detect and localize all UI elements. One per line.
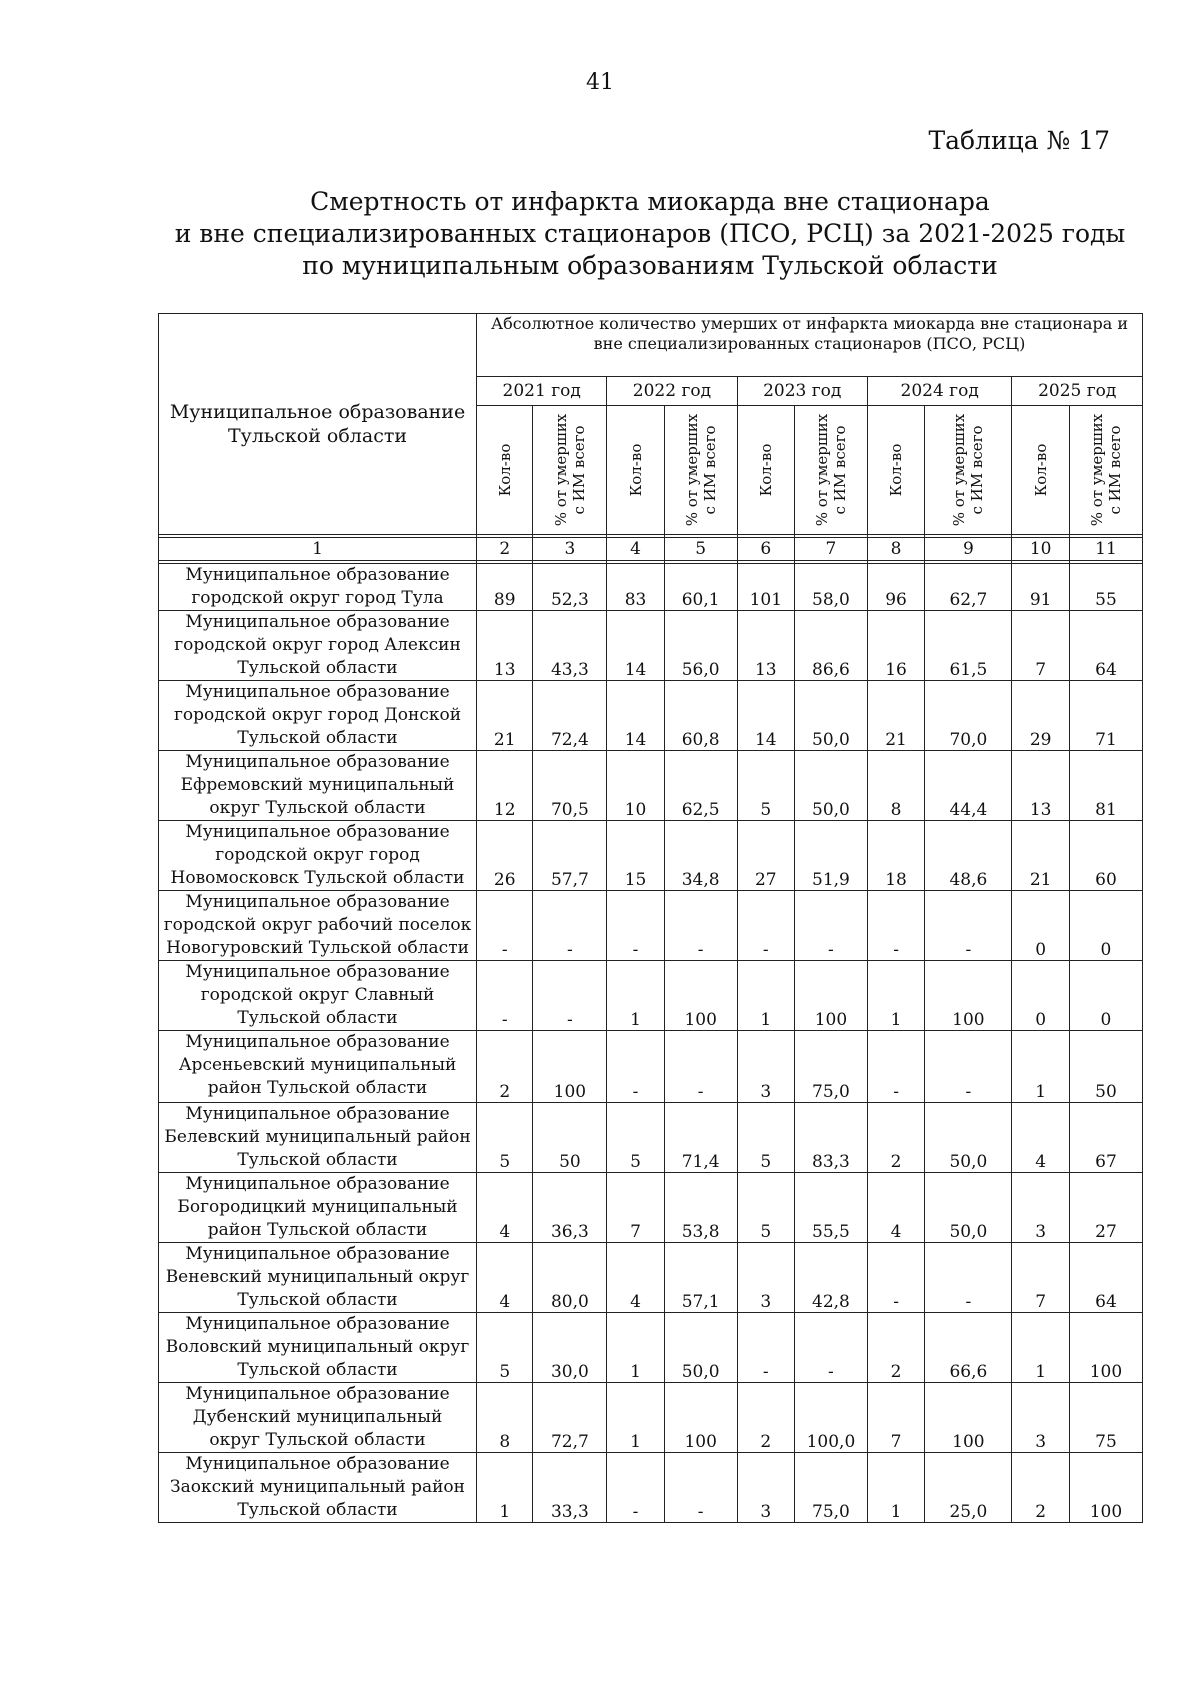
percent-cell: 75,0	[795, 1031, 868, 1103]
count-cell: 3	[737, 1453, 794, 1523]
percent-subheader-line: % от умерших	[682, 413, 701, 527]
percent-cell: 61,5	[925, 611, 1012, 681]
count-cell: 2	[867, 1313, 924, 1383]
percent-subheader-line: с ИМ всего	[830, 425, 849, 515]
municipality-name	[159, 961, 477, 1031]
column-number: 1	[159, 538, 477, 561]
table-row	[159, 564, 1143, 611]
percent-cell: 70,0	[925, 681, 1012, 751]
column-number: 4	[607, 538, 664, 561]
percent-cell: 72,4	[533, 681, 607, 751]
count-cell: 15	[607, 821, 664, 891]
percent-cell: -	[533, 961, 607, 1031]
table-row	[159, 1243, 1143, 1313]
municipality-header: Муниципальное образование Тульской области	[159, 314, 477, 535]
percent-cell: 43,3	[533, 611, 607, 681]
percent-cell: 58,0	[795, 564, 868, 611]
municipality-name-line: округ Тульской области	[209, 798, 426, 818]
table-row	[159, 611, 1143, 681]
municipality-name	[159, 1103, 477, 1173]
count-cell: 13	[1012, 751, 1069, 821]
percent-cell: 56,0	[664, 611, 737, 681]
column-number: 6	[737, 538, 794, 561]
count-cell: 4	[477, 1173, 533, 1243]
count-cell: 5	[737, 1103, 794, 1173]
count-cell: -	[867, 1031, 924, 1103]
column-number: 11	[1069, 538, 1142, 561]
municipality-name-line: Тульской области	[237, 1150, 398, 1170]
count-cell: 96	[867, 564, 924, 611]
count-subheader	[477, 406, 533, 535]
percent-cell: -	[533, 891, 607, 961]
count-cell: 1	[607, 1313, 664, 1383]
municipality-name	[159, 1453, 477, 1523]
count-cell: 2	[477, 1031, 533, 1103]
percent-cell: 36,3	[533, 1173, 607, 1243]
count-subheader	[607, 406, 664, 535]
count-cell: 26	[477, 821, 533, 891]
percent-cell: 50	[1069, 1031, 1142, 1103]
municipality-name-line: Тульской области	[237, 658, 398, 678]
count-cell: 14	[607, 681, 664, 751]
count-cell: -	[737, 891, 794, 961]
count-cell: -	[607, 1031, 664, 1103]
table-row	[159, 751, 1143, 821]
percent-cell: 71	[1069, 681, 1142, 751]
municipality-name-line: Муниципальное образование	[185, 962, 450, 982]
year-header: 2022 год	[607, 377, 737, 406]
percent-cell: 44,4	[925, 751, 1012, 821]
percent-cell: 100	[1069, 1453, 1142, 1523]
count-cell: 14	[607, 611, 664, 681]
count-cell: 3	[1012, 1383, 1069, 1453]
percent-cell: 100	[1069, 1313, 1142, 1383]
count-cell: 8	[477, 1383, 533, 1453]
percent-subheader	[795, 406, 868, 535]
percent-cell: 33,3	[533, 1453, 607, 1523]
percent-cell: 100	[925, 1383, 1012, 1453]
percent-subheader-line: % от умерших	[551, 413, 570, 527]
percent-cell: 81	[1069, 751, 1142, 821]
percent-cell: 50,0	[925, 1103, 1012, 1173]
municipality-name	[159, 1243, 477, 1313]
table-row	[159, 1173, 1143, 1243]
table-row	[159, 1453, 1143, 1523]
count-cell: 1	[737, 961, 794, 1031]
count-cell: 27	[737, 821, 794, 891]
municipality-name-line: Муниципальное образование	[185, 1104, 450, 1124]
percent-subheader-line: % от умерших	[1087, 413, 1106, 527]
count-cell: 0	[1012, 891, 1069, 961]
table-row	[159, 961, 1143, 1031]
count-cell: 4	[1012, 1103, 1069, 1173]
column-number: 5	[664, 538, 737, 561]
count-cell: 1	[607, 961, 664, 1031]
count-cell: 101	[737, 564, 794, 611]
percent-subheader-label	[813, 414, 849, 527]
municipality-name-line: район Тульской области	[207, 1078, 428, 1098]
count-cell: 7	[607, 1173, 664, 1243]
absolute-count-header: Абсолютное количество умерших от инфаркта миокарда вне стационара и вне специализированных стационаров (ПСО, РСЦ)	[477, 314, 1143, 377]
percent-cell: 75,0	[795, 1453, 868, 1523]
table-row	[159, 1383, 1143, 1453]
percent-cell: -	[664, 1031, 737, 1103]
percent-cell: 34,8	[664, 821, 737, 891]
percent-cell: 60,1	[664, 564, 737, 611]
count-subheader	[1012, 406, 1069, 535]
municipality-name-line: Белевский муниципальный район	[164, 1127, 471, 1147]
percent-cell: 50,0	[925, 1173, 1012, 1243]
percent-subheader	[533, 406, 607, 535]
percent-subheader-line: с ИМ всего	[1105, 425, 1124, 515]
percent-cell: -	[925, 891, 1012, 961]
percent-subheader-label	[552, 414, 588, 527]
percent-cell: 42,8	[795, 1243, 868, 1313]
count-cell: 12	[477, 751, 533, 821]
percent-cell: 75	[1069, 1383, 1142, 1453]
count-cell: 7	[1012, 611, 1069, 681]
percent-cell: 48,6	[925, 821, 1012, 891]
municipality-name	[159, 751, 477, 821]
percent-cell: 50,0	[664, 1313, 737, 1383]
count-cell: -	[607, 1453, 664, 1523]
count-cell: 5	[477, 1103, 533, 1173]
table-row	[159, 681, 1143, 751]
count-cell: 1	[477, 1453, 533, 1523]
municipality-name	[159, 1313, 477, 1383]
percent-cell: 60	[1069, 821, 1142, 891]
percent-subheader-label	[683, 414, 719, 527]
municipality-name	[159, 681, 477, 751]
table-row	[159, 821, 1143, 891]
percent-subheader	[1069, 406, 1142, 535]
count-cell: 16	[867, 611, 924, 681]
count-cell: 21	[1012, 821, 1069, 891]
page-number: 41	[586, 70, 614, 95]
percent-cell: 83,3	[795, 1103, 868, 1173]
municipality-name-line: Новогуровский Тульской области	[166, 938, 469, 958]
municipality-name-line: Муниципальное образование	[185, 1032, 450, 1052]
count-cell: 1	[867, 961, 924, 1031]
municipality-name-line: Дубенский муниципальный	[192, 1407, 443, 1427]
title-line: Смертность от инфаркта миокарда вне стационара	[310, 187, 990, 216]
count-subheader-label: Кол-во	[756, 443, 775, 497]
count-cell: 7	[867, 1383, 924, 1453]
title-line: и вне специализированных стационаров (ПСО, РСЦ) за 2021-2025 годы	[174, 219, 1126, 248]
column-number: 8	[867, 538, 924, 561]
percent-cell: -	[925, 1031, 1012, 1103]
percent-subheader-label	[950, 414, 986, 527]
municipality-name-line: Муниципальное образование	[185, 752, 450, 772]
column-number: 3	[533, 538, 607, 561]
percent-cell: 64	[1069, 611, 1142, 681]
count-cell: 5	[737, 1173, 794, 1243]
percent-cell: 80,0	[533, 1243, 607, 1313]
count-cell: 13	[477, 611, 533, 681]
municipality-name-line: Муниципальное образование	[185, 1384, 450, 1404]
count-subheader-label: Кол-во	[495, 443, 514, 497]
municipality-name-line: городской округ город	[215, 845, 420, 865]
count-cell: 1	[1012, 1031, 1069, 1103]
percent-cell: 62,7	[925, 564, 1012, 611]
percent-cell: 100,0	[795, 1383, 868, 1453]
municipality-name-line: городской округ город Донской	[173, 705, 462, 725]
count-cell: 5	[607, 1103, 664, 1173]
municipality-name-line: Тульской области	[237, 1500, 398, 1520]
count-cell: -	[867, 891, 924, 961]
municipality-name-line: Муниципальное образование	[185, 565, 450, 585]
column-number: 7	[795, 538, 868, 561]
percent-cell: 100	[795, 961, 868, 1031]
count-cell: -	[477, 891, 533, 961]
percent-cell: 57,1	[664, 1243, 737, 1313]
count-cell: 14	[737, 681, 794, 751]
percent-cell: 0	[1069, 891, 1142, 961]
count-cell: 21	[477, 681, 533, 751]
count-cell: 2	[1012, 1453, 1069, 1523]
count-subheader	[737, 406, 794, 535]
count-cell: 10	[607, 751, 664, 821]
percent-cell: 100	[925, 961, 1012, 1031]
municipality-name-line: Тульской области	[237, 728, 398, 748]
percent-cell: 72,7	[533, 1383, 607, 1453]
percent-cell: 70,5	[533, 751, 607, 821]
municipality-name-line: район Тульской области	[207, 1220, 428, 1240]
mortality-table	[158, 313, 1143, 1523]
column-number: 10	[1012, 538, 1069, 561]
percent-cell: 50,0	[795, 681, 868, 751]
percent-cell: 52,3	[533, 564, 607, 611]
municipality-name-line: Муниципальное образование	[185, 612, 450, 632]
table-row	[159, 1031, 1143, 1103]
municipality-name	[159, 1383, 477, 1453]
municipality-name-line: Муниципальное образование	[185, 682, 450, 702]
percent-cell: -	[664, 1453, 737, 1523]
municipality-name-line: округ Тульской области	[209, 1430, 426, 1450]
count-cell: 1	[607, 1383, 664, 1453]
count-cell: 29	[1012, 681, 1069, 751]
count-cell: 4	[867, 1173, 924, 1243]
document-title	[0, 186, 1200, 282]
percent-cell: 71,4	[664, 1103, 737, 1173]
municipality-name-line: Арсеньевский муниципальный	[178, 1055, 457, 1075]
municipality-name-line: Веневский муниципальный округ	[165, 1267, 470, 1287]
count-cell: 18	[867, 821, 924, 891]
municipality-name-line: городской округ город Тула	[191, 588, 444, 608]
count-cell: 3	[737, 1031, 794, 1103]
percent-subheader-label	[1088, 414, 1124, 527]
count-cell: 2	[737, 1383, 794, 1453]
municipality-name-line: Тульской области	[237, 1290, 398, 1310]
percent-cell: 86,6	[795, 611, 868, 681]
municipality-name	[159, 821, 477, 891]
percent-cell: 100	[533, 1031, 607, 1103]
table-number: Таблица № 17	[928, 126, 1110, 155]
municipality-name	[159, 611, 477, 681]
municipality-name-line: Воловский муниципальный округ	[165, 1337, 470, 1357]
percent-cell: 57,7	[533, 821, 607, 891]
count-cell: 83	[607, 564, 664, 611]
percent-subheader	[664, 406, 737, 535]
count-cell: 5	[477, 1313, 533, 1383]
percent-subheader-line: с ИМ всего	[569, 425, 588, 515]
column-number-row	[159, 538, 1143, 561]
count-cell: -	[477, 961, 533, 1031]
municipality-name-line: городской округ Славный	[200, 985, 435, 1005]
count-cell: 1	[867, 1453, 924, 1523]
count-cell: 5	[737, 751, 794, 821]
municipality-name-line: городской округ рабочий поселок	[163, 915, 472, 935]
percent-cell: -	[925, 1243, 1012, 1313]
percent-subheader-line: % от умерших	[812, 413, 831, 527]
count-cell: 2	[867, 1103, 924, 1173]
percent-cell: 50	[533, 1103, 607, 1173]
percent-subheader-line: с ИМ всего	[700, 425, 719, 515]
municipality-name-line: Заокский муниципальный район	[170, 1477, 465, 1497]
column-number: 2	[477, 538, 533, 561]
table-row	[159, 1103, 1143, 1173]
percent-subheader-line: % от умерших	[950, 413, 969, 527]
count-cell: 0	[1012, 961, 1069, 1031]
percent-cell: 100	[664, 961, 737, 1031]
year-header: 2021 год	[477, 377, 607, 406]
municipality-name	[159, 1173, 477, 1243]
municipality-name-line: городской округ город Алексин	[174, 635, 461, 655]
percent-subheader	[925, 406, 1012, 535]
percent-cell: 55,5	[795, 1173, 868, 1243]
count-cell: 21	[867, 681, 924, 751]
count-subheader-label: Кол-во	[887, 443, 906, 497]
percent-cell: 51,9	[795, 821, 868, 891]
percent-cell: 100	[664, 1383, 737, 1453]
percent-cell: 67	[1069, 1103, 1142, 1173]
year-header: 2023 год	[737, 377, 867, 406]
municipality-name-line: Тульской области	[237, 1008, 398, 1028]
percent-cell: 60,8	[664, 681, 737, 751]
municipality-name	[159, 891, 477, 961]
count-subheader	[867, 406, 924, 535]
count-cell: -	[867, 1243, 924, 1313]
count-cell: 91	[1012, 564, 1069, 611]
percent-cell: 25,0	[925, 1453, 1012, 1523]
municipality-name-line: Муниципальное образование	[185, 1174, 450, 1194]
municipality-name-line: Муниципальное образование	[185, 1454, 450, 1474]
percent-cell: 50,0	[795, 751, 868, 821]
percent-cell: 53,8	[664, 1173, 737, 1243]
percent-cell: 27	[1069, 1173, 1142, 1243]
table-row	[159, 1313, 1143, 1383]
count-cell: -	[607, 891, 664, 961]
municipality-name	[159, 1031, 477, 1103]
count-cell: 4	[607, 1243, 664, 1313]
count-cell: 7	[1012, 1243, 1069, 1313]
percent-cell: 0	[1069, 961, 1142, 1031]
count-cell: 1	[1012, 1313, 1069, 1383]
municipality-name-line: Тульской области	[237, 1360, 398, 1380]
year-header: 2025 год	[1012, 377, 1143, 406]
year-header: 2024 год	[867, 377, 1012, 406]
count-cell: 3	[1012, 1173, 1069, 1243]
percent-cell: -	[664, 891, 737, 961]
column-number: 9	[925, 538, 1012, 561]
title-line: по муниципальным образованиям Тульской области	[302, 251, 998, 280]
percent-cell: 62,5	[664, 751, 737, 821]
count-cell: 89	[477, 564, 533, 611]
percent-cell: 30,0	[533, 1313, 607, 1383]
count-cell: 13	[737, 611, 794, 681]
count-cell: -	[737, 1313, 794, 1383]
percent-cell: -	[795, 1313, 868, 1383]
count-cell: 8	[867, 751, 924, 821]
count-subheader-label: Кол-во	[1031, 443, 1050, 497]
municipality-name-line: Ефремовский муниципальный	[180, 775, 455, 795]
municipality-name-line: Новомосковск Тульской области	[170, 868, 465, 888]
count-subheader-label: Кол-во	[626, 443, 645, 497]
municipality-name	[159, 564, 477, 611]
municipality-name-line: Богородицкий муниципальный	[177, 1197, 458, 1217]
percent-cell: -	[795, 891, 868, 961]
municipality-name-line: Муниципальное образование	[185, 892, 450, 912]
count-cell: 4	[477, 1243, 533, 1313]
municipality-name-line: Муниципальное образование	[185, 822, 450, 842]
municipality-name-line: Муниципальное образование	[185, 1244, 450, 1264]
percent-cell: 66,6	[925, 1313, 1012, 1383]
table-row	[159, 891, 1143, 961]
municipality-name-line: Муниципальное образование	[185, 1314, 450, 1334]
count-cell: 3	[737, 1243, 794, 1313]
percent-cell: 64	[1069, 1243, 1142, 1313]
percent-cell: 55	[1069, 564, 1142, 611]
percent-subheader-line: с ИМ всего	[968, 425, 987, 515]
